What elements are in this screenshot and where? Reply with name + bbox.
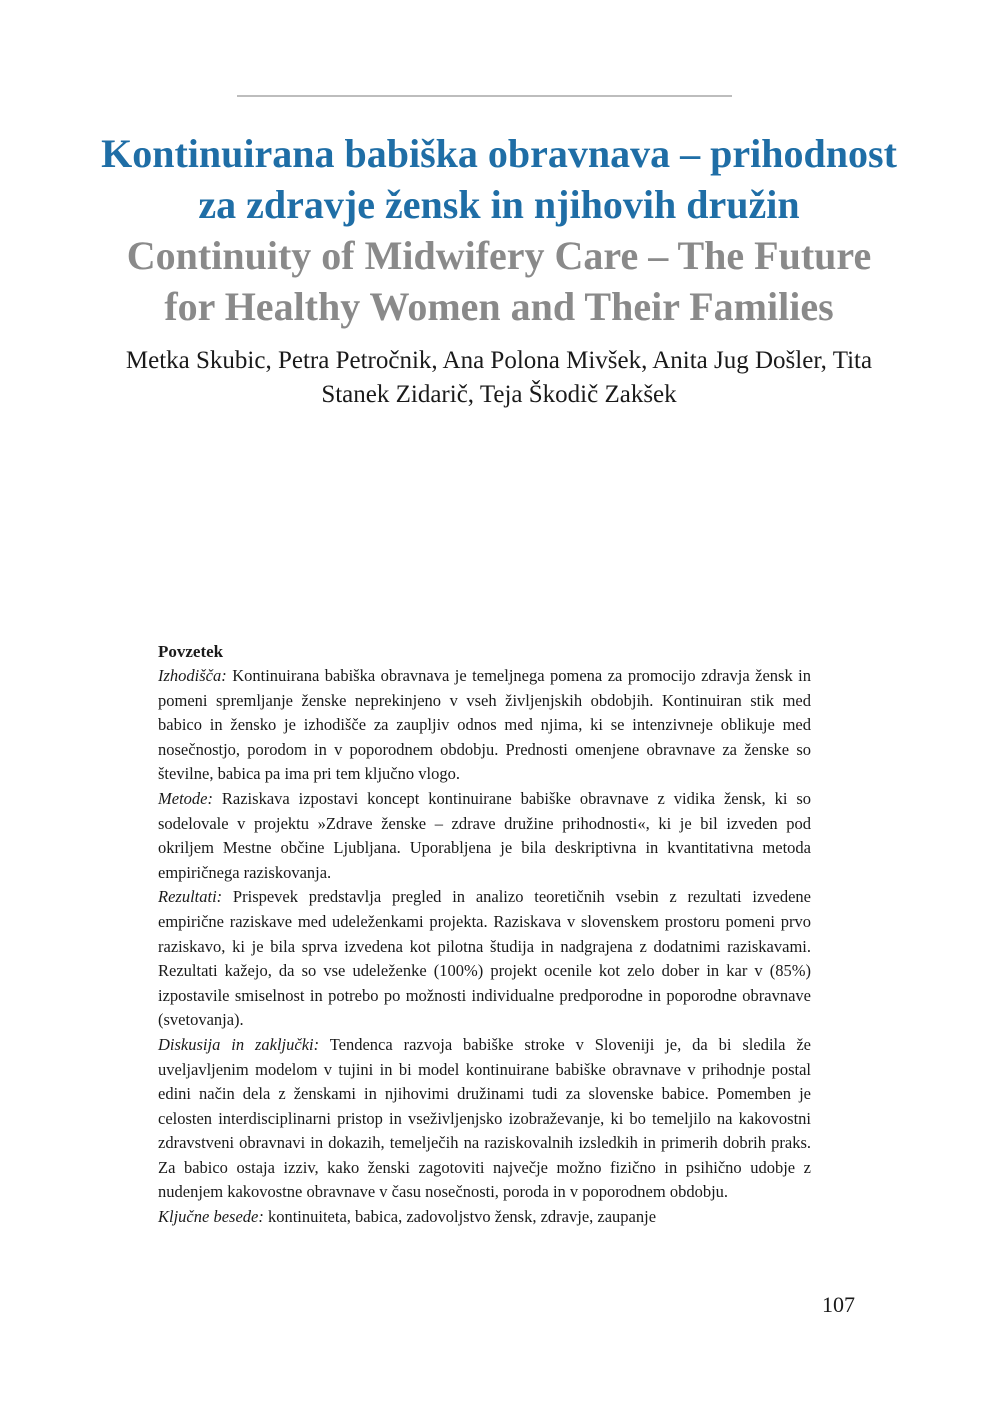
- title-slovenian: Kontinuirana babiška obravnava – prihodnost za zdravje žensk in njihovih družin: [101, 131, 897, 227]
- title-english: Continuity of Midwifery Care – The Future for Healthy Women and Their Families: [126, 233, 872, 329]
- section-text: kontinuiteta, babica, zadovoljstvo žensk, zdravje, zaupanje: [263, 1207, 657, 1227]
- section-label: Metode:: [158, 788, 213, 808]
- abstract-section-discussion: [158, 1033, 811, 1205]
- section-label: Rezultati:: [158, 887, 223, 907]
- abstract: [158, 640, 811, 1230]
- section-label: Izhodišča:: [158, 666, 227, 685]
- abstract-section-keywords: [158, 1205, 811, 1230]
- abstract-section-results: [158, 885, 811, 1033]
- authors: Metka Skubic, Petra Petročnik, Ana Polona Mivšek, Anita Jug Došler, Tita Stanek Zidarič, Teja Škodič Zakšek: [125, 347, 873, 408]
- top-rule: [237, 95, 732, 97]
- section-text: Raziskava izpostavi koncept kontinuirane babiške obravnave z vidika žensk, ki so sodelovale v projektu »Zdrave ženske – zdrave družine prihodnosti«, ki je bil izveden pod okriljem Mestne občine Ljubljana. Uporabljena je bila deskriptivna in kvantitativna metoda empiričnega raziskovanja.: [158, 788, 811, 882]
- section-label: Ključne besede:: [158, 1207, 264, 1227]
- abstract-section-methods: [158, 787, 811, 885]
- section-text: Prispevek predstavlja pregled in analizo teoretičnih vsebin z rezultati izvedene empirične raziskave med udeleženkami projekta. Raziskava v slovenskem prostoru pomeni prvo raziskavo, ki je bila sprva izvedena kot pilotna študija in nadgrajena z dodatnimi raziskavami. Rezultati kažejo, da so vse udeleženke (100%) projekt ocenile kot zelo dober in kar v (85%) izpostavile smiselnost in potrebo po možnosti individualne predporodne in poporodne obravnave (svetovanja).: [158, 887, 811, 1030]
- section-label: Diskusija in zaključki:: [158, 1034, 320, 1054]
- abstract-heading: Povzetek: [158, 642, 224, 661]
- section-text: Tendenca razvoja babiške stroke v Sloveniji je, da bi sledila že uveljavljenim modelom v tujini in bi model kontinuirane babiške obravnave v prihodnje postal edini način dela z ženskami in njihovimi družinami tudi za slovenske babice. Pomemben je celosten interdisciplinarni pristop in vseživljenjsko izobraževanje, ki bo temeljilo na kakovostni zdravstveni obravnavi in dokazih, temelječih na raziskovalnih izsledkih in primerih dobrih praks. Za babico ostaja izziv, kako ženski zagotoviti največje možno fizično in psihično udobje z nudenjem kakovostne obravnave v času nosečnosti, poroda in v poporodnem obdobju.: [158, 1034, 811, 1202]
- title-block: [100, 128, 898, 412]
- abstract-section-background: [158, 664, 811, 787]
- section-text: Kontinuirana babiška obravnava je temeljnega pomena za promocijo zdravja žensk in pomeni spremljanje ženske neprekinjeno v vseh življenjskih obdobjih. Kontinuiran stik med babico in žensko je izhodišče za zaupljiv odnos med njima, ki se intenzivneje oblikuje med nosečnostjo, porodom in v poporodnem obdobju. Prednosti omenjene obravnave za ženske so številne, babica pa ima pri tem ključno vlogo.: [158, 666, 811, 784]
- page-number: 107: [822, 1292, 855, 1317]
